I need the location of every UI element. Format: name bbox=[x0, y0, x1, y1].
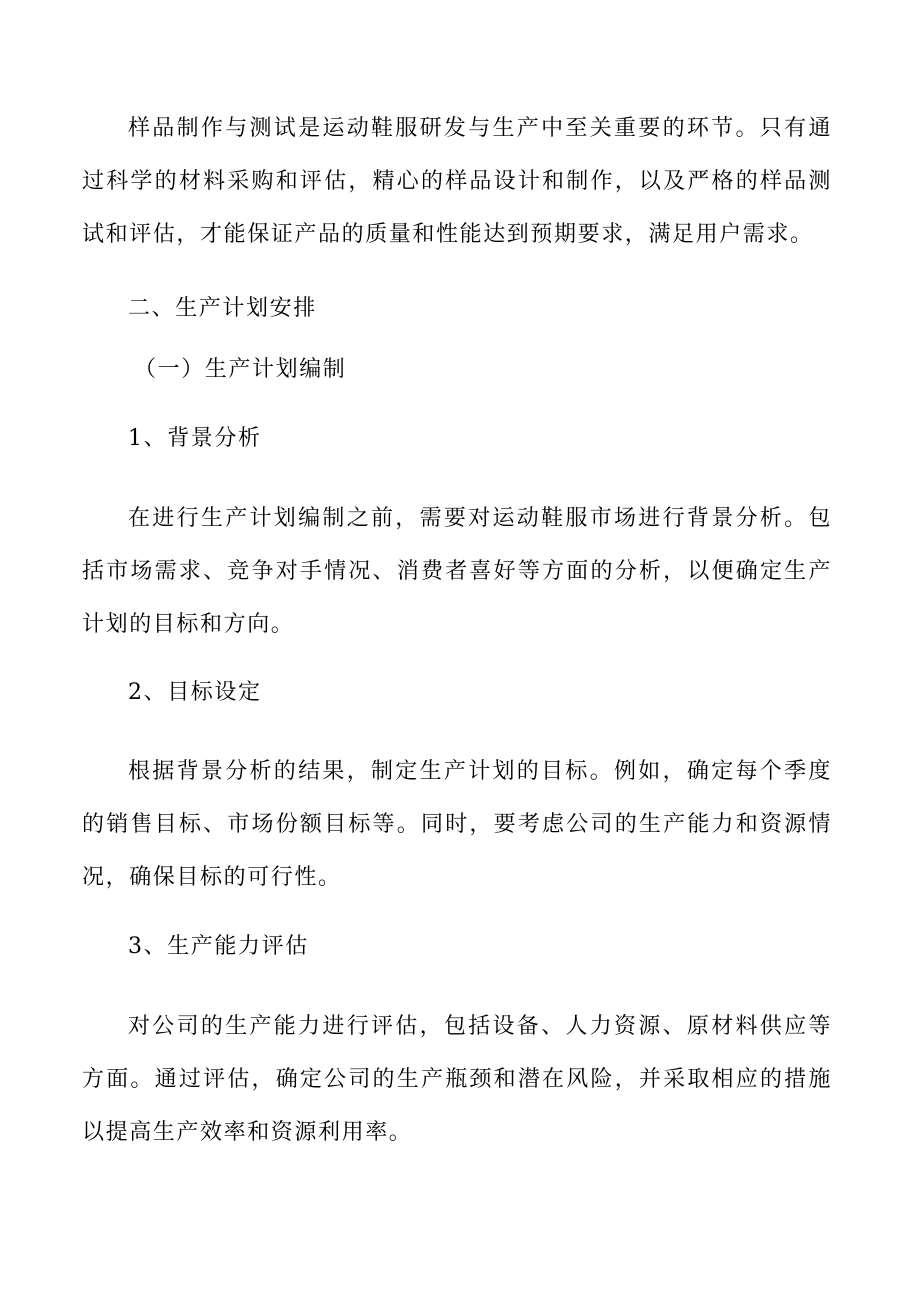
item-heading-3: 3、生产能力评估 bbox=[128, 934, 309, 959]
intro-paragraph: 样品制作与测试是运动鞋服研发与生产中至关重要的环节。只有通过科学的材料采购和评估，精心的样品设计和制作，以及严格的样品测试和评估，才能保证产品的质量和性能达到预期要求，满足用户需求。 bbox=[82, 116, 832, 247]
item-body-3: 对公司的生产能力进行评估，包括设备、人力资源、原材料供应等方面。通过评估，确定公司的生产瓶颈和潜在风险，并采取相应的措施以提高生产效率和资源利用率。 bbox=[82, 1014, 832, 1145]
item-body-2: 根据背景分析的结果，制定生产计划的目标。例如，确定每个季度的销售目标、市场份额目标等。同时，要考虑公司的生产能力和资源情况，确保目标的可行性。 bbox=[82, 759, 832, 890]
item-heading-1: 1、背景分析 bbox=[128, 426, 262, 451]
item-heading-2: 2、目标设定 bbox=[128, 680, 262, 705]
subsection-heading: （一）生产计划编制 bbox=[134, 357, 347, 382]
section-heading: 二、生产计划安排 bbox=[128, 296, 317, 321]
item-body-1: 在进行生产计划编制之前，需要对运动鞋服市场进行背景分析。包括市场需求、竞争对手情况、消费者喜好等方面的分析，以便确定生产计划的目标和方向。 bbox=[82, 506, 832, 637]
